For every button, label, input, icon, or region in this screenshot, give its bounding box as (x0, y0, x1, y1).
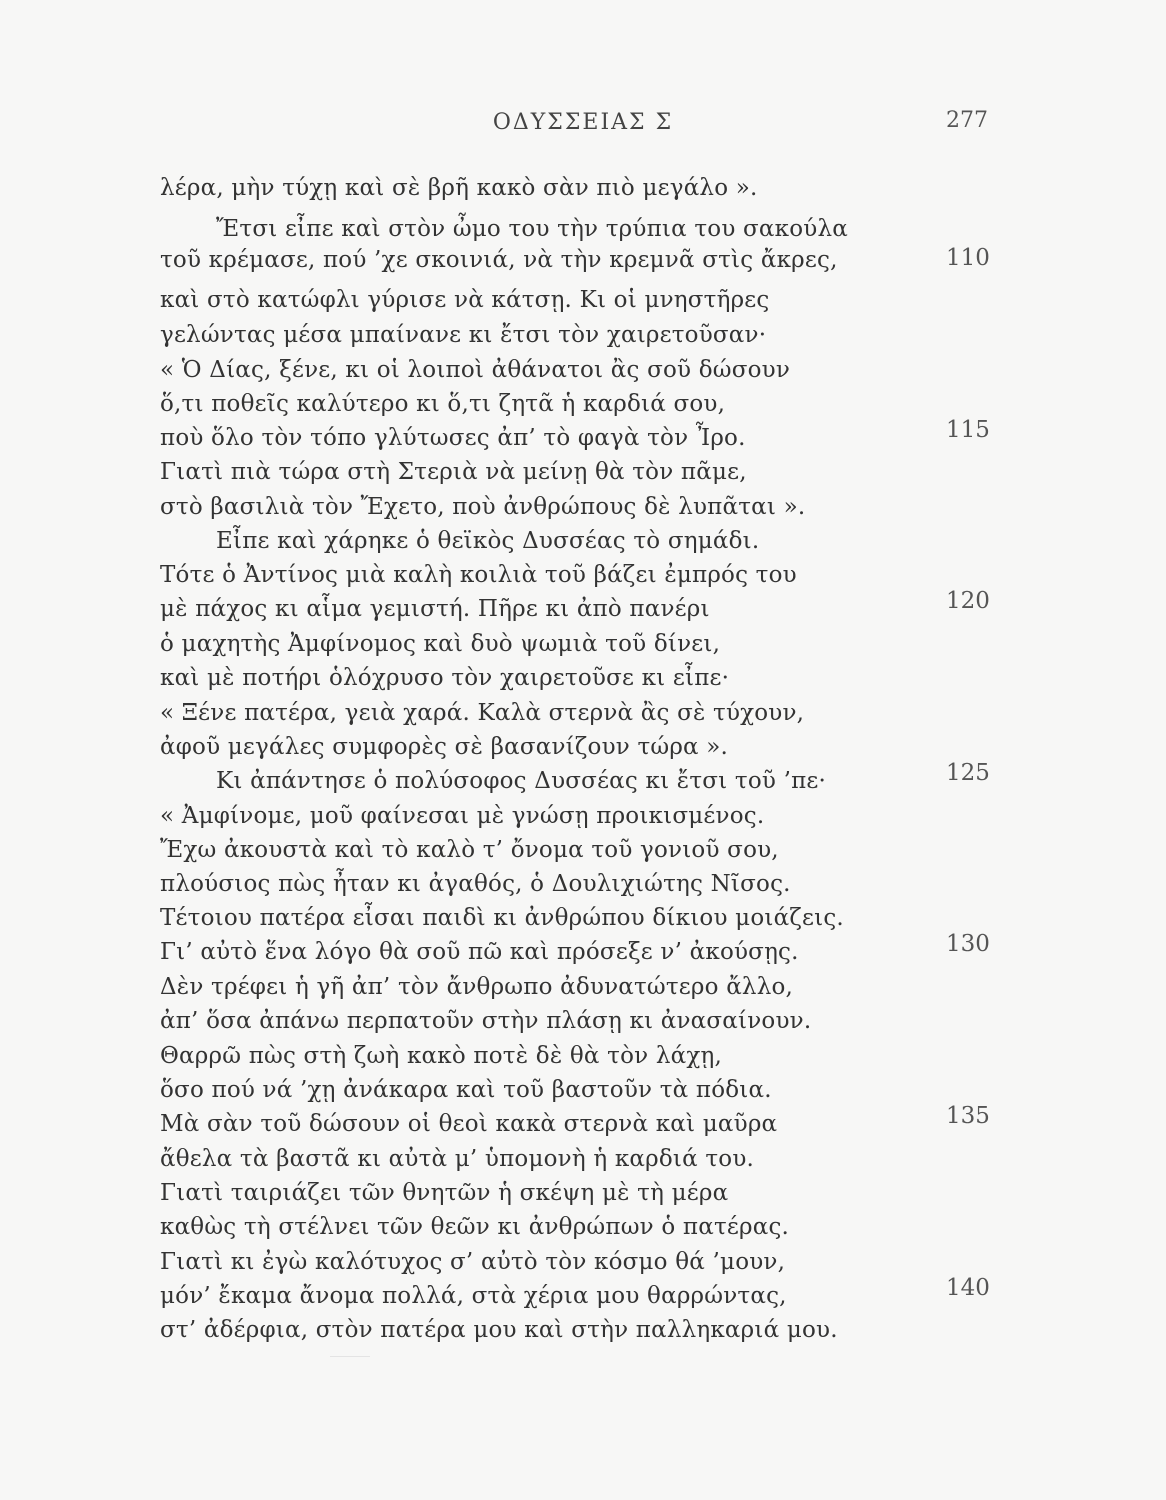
verse-line: καθὼς τὴ στέλνει τῶν θεῶν κι ἀνθρώπων ὁ πατέρας. (160, 1214, 790, 1240)
verse-line: στὸ βασιλιὰ τὸν Ἔχετο, ποὺ ἀνθρώπους δὲ λυπᾶται ». (160, 494, 806, 520)
verse-line: Εἶπε καὶ χάρηκε ὁ θεϊκὸς Δυσσέας τὸ σημάδι. (216, 528, 760, 554)
verse-line: πλούσιος πὼς ἦταν κι ἀγαθός, ὁ Δουλιχιώτης Νῖσος. (160, 871, 791, 897)
verse-line: « Ὁ Δίας, ξένε, κι οἱ λοιποὶ ἀθάνατοι ἂς σοῦ δώσουν (160, 357, 791, 383)
verse-line: γελώντας μέσα μπαίνανε κι ἔτσι τὸν χαιρετοῦσαν· (160, 322, 767, 348)
running-header-title: ΟΔΥΣΣΕΙΑΣ Σ (492, 110, 674, 135)
verse-line: « Ξένε πατέρα, γειὰ χαρά. Καλὰ στερνὰ ἂς σὲ τύχουν, (160, 700, 805, 726)
page-number: 277 (946, 108, 988, 133)
verse-line: ἀπ’ ὅσα ἀπάνω περπατοῦν στὴν πλάσῃ κι ἀνασαίνουν. (160, 1008, 812, 1034)
verse-line: Θαρρῶ πὼς στὴ ζωὴ κακὸ ποτὲ δὲ θὰ τὸν λάχῃ, (160, 1043, 722, 1069)
line-number: 135 (946, 1103, 990, 1129)
verse-line: λέρα, μὴν τύχῃ καὶ σὲ βρῆ κακὸ σὰν πιὸ μεγάλο ». (160, 175, 758, 201)
verse-line: Ἔχω ἀκουστὰ καὶ τὸ καλὸ τ’ ὄνομα τοῦ γονιοῦ σου, (160, 837, 779, 863)
page-mark (330, 1356, 370, 1357)
line-number: 110 (946, 245, 990, 271)
verse-line: ὅ,τι ποθεῖς καλύτερο κι ὅ,τι ζητᾶ ἡ καρδιά σου, (160, 391, 726, 417)
line-number: 140 (946, 1275, 990, 1301)
verse-line: ἄθελα τὰ βαστᾶ κι αὐτὰ μ’ ὑπομονὴ ἡ καρδιά του. (160, 1146, 755, 1172)
verse-line: Ἔτσι εἶπε καὶ στὸν ὦμο του τὴν τρύπια του σακούλα (216, 216, 848, 242)
verse-line: καὶ μὲ ποτήρι ὁλόχρυσο τὸν χαιρετοῦσε κι εἶπε· (160, 665, 730, 691)
line-number: 115 (946, 417, 990, 443)
verse-line: Γιατὶ ταιριάζει τῶν θνητῶν ἡ σκέψη μὲ τὴ μέρα (160, 1180, 729, 1206)
verse-line: ὅσο πού νά ’χῃ ἀνάκαρα καὶ τοῦ βαστοῦν τὰ πόδια. (160, 1077, 772, 1103)
verse-line: Γιατὶ πιὰ τώρα στὴ Στεριὰ νὰ μείνῃ θὰ τὸν πᾶμε, (160, 459, 747, 485)
line-number: 130 (946, 931, 990, 957)
verse-line: Δὲν τρέφει ἡ γῆ ἀπ’ τὸν ἄνθρωπο ἀδυνατώτερο ἄλλο, (160, 974, 794, 1000)
verse-line: Γιατὶ κι ἐγὼ καλότυχος σ’ αὐτὸ τὸν κόσμο θά ’μουν, (160, 1249, 786, 1275)
verse-line: μὲ πάχος κι αἷμα γεμιστή. Πῆρε κι ἀπὸ πανέρι (160, 596, 710, 622)
verse-line: καὶ στὸ κατώφλι γύρισε νὰ κάτσῃ. Κι οἱ μνηστῆρες (160, 287, 770, 313)
verse-line: στ’ ἀδέρφια, στὸν πατέρα μου καὶ στὴν παλληκαριά μου. (160, 1317, 838, 1343)
verse-line: τοῦ κρέμασε, πού ’χε σκοινιά, νὰ τὴν κρεμνᾶ στὶς ἄκρες, (160, 247, 838, 273)
verse-line: Κι ἀπάντησε ὁ πολύσοφος Δυσσέας κι ἔτσι τοῦ ’πε· (216, 768, 827, 794)
verse-line: ἀφοῦ μεγάλες συμφορὲς σὲ βασανίζουν τώρα ». (160, 734, 729, 760)
verse-line: μόν’ ἔκαμα ἄνομα πολλά, στὰ χέρια μου θαρρώντας, (160, 1283, 787, 1309)
verse-line: « Ἀμφίνομε, μοῦ φαίνεσαι μὲ γνώσῃ προικισμένος. (160, 803, 765, 829)
line-number: 125 (946, 760, 990, 786)
verse-line: Γι’ αὐτὸ ἕνα λόγο θὰ σοῦ πῶ καὶ πρόσεξε ν’ ἀκούσῃς. (160, 939, 799, 965)
verse-line: Μὰ σὰν τοῦ δώσουν οἱ θεοὶ κακὰ στερνὰ καὶ μαῦρα (160, 1111, 778, 1137)
verse-line: ποὺ ὅλο τὸν τόπο γλύτωσες ἀπ’ τὸ φαγὰ τὸν Ἶρο. (160, 425, 746, 451)
line-number: 120 (946, 588, 990, 614)
verse-line: ὁ μαχητὴς Ἀμφίνομος καὶ δυὸ ψωμιὰ τοῦ δίνει, (160, 631, 721, 657)
verse-line: Τέτοιου πατέρα εἶσαι παιδὶ κι ἀνθρώπου δίκιου μοιάζεις. (160, 905, 844, 931)
verse-line: Τότε ὁ Ἀντίνος μιὰ καλὴ κοιλιὰ τοῦ βάζει ἐμπρός του (160, 562, 797, 588)
